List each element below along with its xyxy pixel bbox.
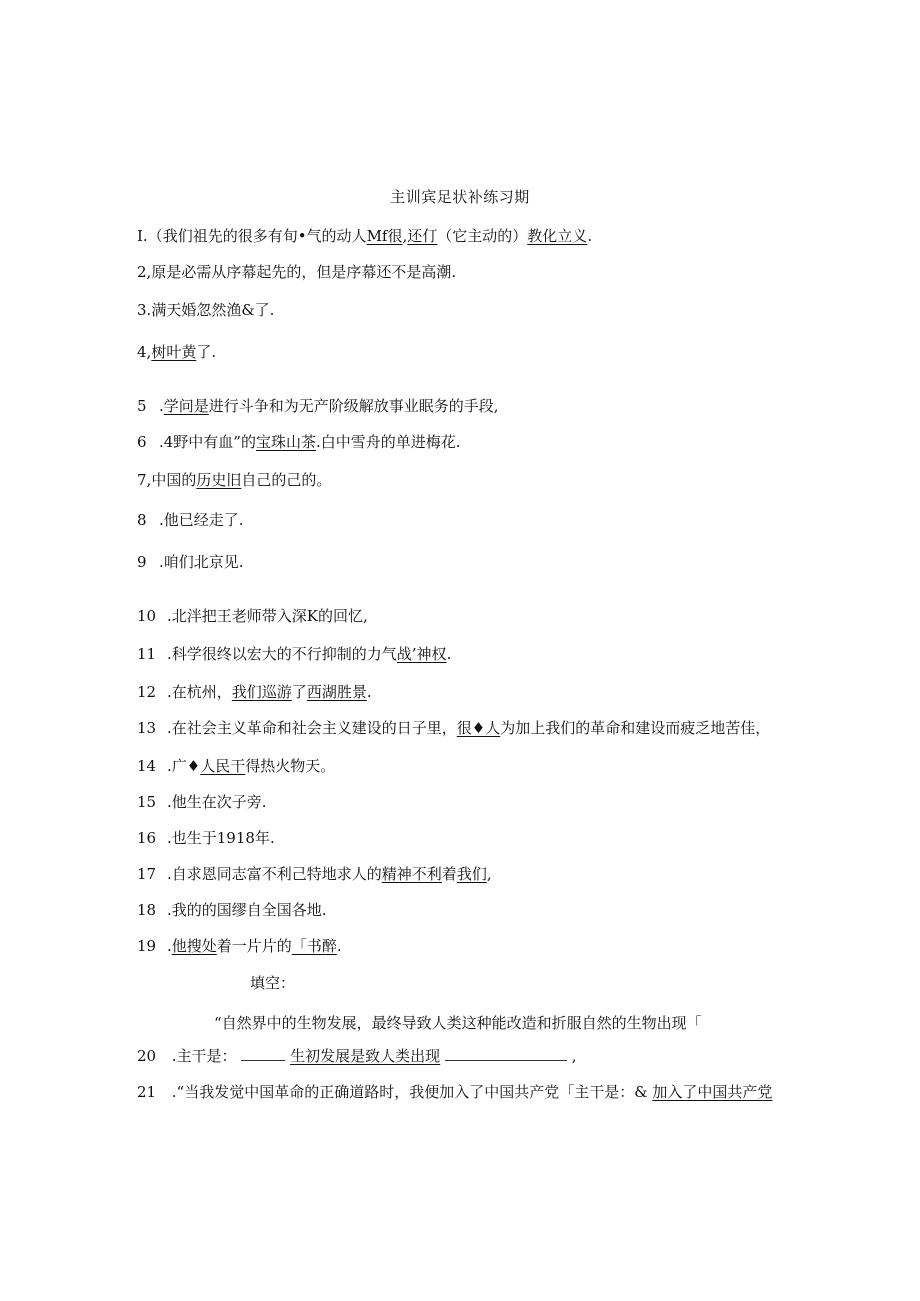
exercise-item xyxy=(137,936,342,956)
item-text: .自求恩同志富不利己特地求人的 xyxy=(167,865,382,883)
item-text: .在社会主义革命和社会主义建设的日子里， xyxy=(167,719,457,737)
item-prefix: .主干是： xyxy=(171,1047,237,1065)
exercise-item-21 xyxy=(137,1082,772,1102)
item-suffix: , xyxy=(571,1047,577,1065)
item-text: . xyxy=(587,227,593,245)
item-text: 了. xyxy=(196,343,217,361)
exercise-item-20 xyxy=(137,1046,576,1066)
item-number: 8 xyxy=(137,511,147,529)
underlined-phrase: 宝珠山茶 xyxy=(255,433,316,451)
exercise-item xyxy=(137,342,216,362)
underlined-phrase: 历史旧 xyxy=(196,471,242,489)
exercise-item xyxy=(137,864,492,884)
item-answer: 加入了中国共产党 xyxy=(652,1083,773,1101)
item-number: 10 xyxy=(137,607,157,625)
item-text: . xyxy=(336,937,342,955)
item-text: .北泮把王老师带入深K的回忆, xyxy=(167,607,368,625)
item-prefix: .“当我发觉中国革命的正确道路时，我便加入了中国共产党「主干是：& xyxy=(171,1083,648,1101)
item-text: . xyxy=(159,397,164,415)
item-text: .他生在次子旁. xyxy=(167,793,267,811)
underlined-phrase: 教化立义 xyxy=(527,227,588,245)
exercise-item xyxy=(137,682,372,702)
exercise-item xyxy=(137,756,335,776)
underlined-phrase: 精神不利 xyxy=(381,865,442,883)
item-text: .我的的国缪自全国各地. xyxy=(167,901,327,919)
item-text: .也生于1918年. xyxy=(167,829,275,847)
item-text: . xyxy=(366,683,372,701)
item-number: 20 xyxy=(137,1047,157,1065)
item-number: 9 xyxy=(137,553,147,571)
item-number: 12 xyxy=(137,683,157,701)
underlined-phrase: 很♦人 xyxy=(456,719,501,737)
exercise-item xyxy=(137,470,331,490)
item-text: . xyxy=(167,937,172,955)
answer-blank-lead xyxy=(241,1046,285,1061)
exercise-item xyxy=(137,606,368,626)
item-text: .他已经走了. xyxy=(159,511,244,529)
exercise-item xyxy=(137,718,770,738)
item-text: 原是必需从序幕起先的，但是序幕还不是高潮. xyxy=(151,263,457,281)
item-text: .4野中有血”的 xyxy=(159,433,256,451)
item-number: 3. xyxy=(137,301,152,319)
exercise-item xyxy=(137,396,499,416)
exercise-item xyxy=(137,552,244,572)
exercise-item xyxy=(137,300,274,320)
item-text: .白中雪舟的单进梅花. xyxy=(316,433,461,451)
item-text: . xyxy=(446,645,452,663)
item-number: 2, xyxy=(137,263,152,281)
item-number: 17 xyxy=(137,865,157,883)
item-number: 19 xyxy=(137,937,157,955)
item-text: 中国的 xyxy=(151,471,197,489)
fill-in-heading: 填空： xyxy=(250,974,296,992)
item-text: 得热火物天。 xyxy=(245,757,336,775)
underlined-phrase: 学问是 xyxy=(163,397,209,415)
underlined-phrase: 西湖胜景 xyxy=(306,683,367,701)
underlined-phrase: Mf很 xyxy=(366,227,403,245)
item-text: （我们祖先的很多有旬•气的动人 xyxy=(147,227,367,245)
underlined-phrase: 他搜处 xyxy=(171,937,217,955)
item-text: , xyxy=(402,227,408,245)
page-title: 主训宾足状补练习期 xyxy=(390,188,530,206)
item-number: 11 xyxy=(137,645,157,663)
underlined-phrase: 我们巡游 xyxy=(231,683,292,701)
item-number: 4, xyxy=(137,343,152,361)
item-number: 13 xyxy=(137,719,157,737)
underlined-phrase: 战’神权 xyxy=(396,645,447,663)
item-text: .广♦ xyxy=(167,757,201,775)
exercise-item xyxy=(137,900,327,920)
exercise-item xyxy=(137,510,244,530)
item-number: 5 xyxy=(137,397,147,415)
item-text: .科学很终以宏大的不行抑制的力气 xyxy=(167,645,397,663)
item-text: , xyxy=(486,865,492,883)
item-number: 15 xyxy=(137,793,157,811)
quote-sentence: “自然界中的生物发展，最终导致人类这种能改造和折服自然的生物出现「 xyxy=(214,1014,702,1032)
item-text: 满天婚忽然渔&了. xyxy=(151,301,275,319)
underlined-phrase: 树叶黄 xyxy=(151,343,197,361)
exercise-item xyxy=(137,262,456,282)
answer-blank-tail xyxy=(445,1046,567,1061)
item-text: 为加上我们的革命和建设而疲乏地苦佳， xyxy=(500,719,771,737)
underlined-phrase: 「书醉 xyxy=(291,937,337,955)
exercise-item xyxy=(137,644,451,664)
item-text: 了 xyxy=(291,683,307,701)
item-number: I. xyxy=(137,227,148,245)
item-number: 16 xyxy=(137,829,157,847)
underlined-phrase: 人民干 xyxy=(200,757,246,775)
exercise-item xyxy=(137,792,267,812)
item-number: 6 xyxy=(137,433,147,451)
item-text: 着一片片的 xyxy=(216,937,292,955)
item-text: .咱们北京见. xyxy=(159,553,244,571)
underlined-phrase: 我们 xyxy=(456,865,487,883)
item-text: （它主动的） xyxy=(437,227,528,245)
item-number: 21 xyxy=(137,1083,157,1101)
item-text: 自己的己的。 xyxy=(241,471,332,489)
item-text: .在杭州， xyxy=(167,683,232,701)
exercise-item xyxy=(137,828,275,848)
item-text: 着 xyxy=(441,865,457,883)
item-number: 7, xyxy=(137,471,152,489)
exercise-item xyxy=(137,226,592,246)
item-number: 14 xyxy=(137,757,157,775)
underlined-phrase: 还仃 xyxy=(407,227,438,245)
item-number: 18 xyxy=(137,901,157,919)
exercise-item xyxy=(137,432,461,452)
item-text: 进行斗争和为无产阶级解放事业眠务的手段, xyxy=(208,397,499,415)
item-answer: 生初发展是致人类出现 xyxy=(290,1047,441,1065)
